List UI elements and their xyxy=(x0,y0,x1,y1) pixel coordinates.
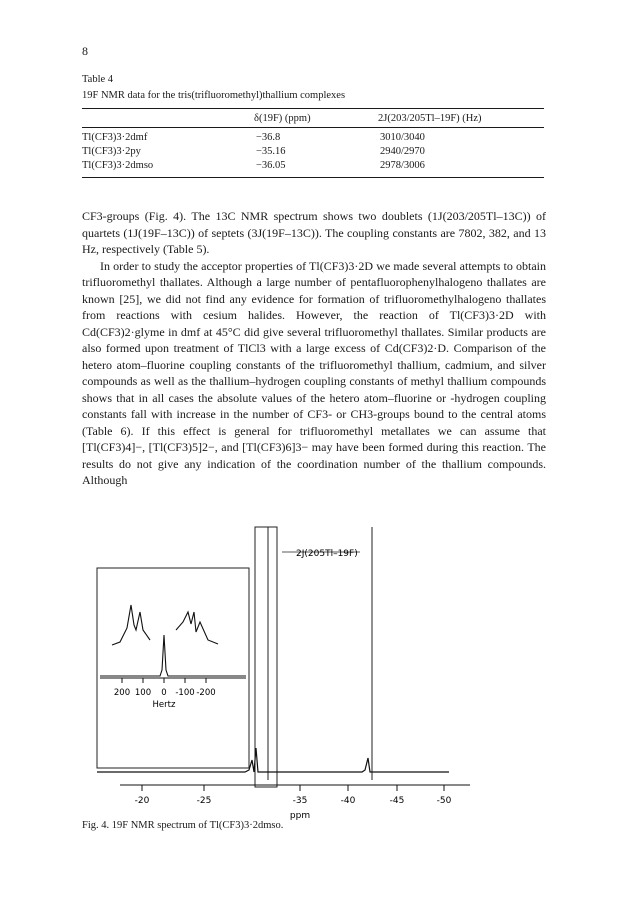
table-cell-shift: −35.16 xyxy=(256,146,286,157)
inset-frame xyxy=(97,568,249,768)
ppm-axis-label: ppm xyxy=(289,811,311,820)
table-header-shift: δ(19F) (ppm) xyxy=(254,113,311,124)
table-header-coupling: 2J(203/205Tl–19F) (Hz) xyxy=(378,113,482,124)
table-cell-shift: −36.05 xyxy=(256,160,286,171)
expanded-region-box xyxy=(255,527,277,787)
inset-tick-label: 0 xyxy=(161,688,167,698)
ppm-tick-label: -40 xyxy=(340,796,356,806)
nmr-spectrum-figure xyxy=(0,520,635,820)
inset-tick-label: -200 xyxy=(196,688,216,698)
figure-caption: Fig. 4. 19F NMR spectrum of Tl(CF3)3·2dmso. xyxy=(82,820,284,831)
ppm-tick-label: -45 xyxy=(389,796,405,806)
table-cell-coupling: 3010/3040 xyxy=(380,132,425,143)
table-title: 19F NMR data for the tris(trifluoromethyl)thallium complexes xyxy=(82,90,346,101)
page-number: 8 xyxy=(82,44,88,58)
inset-tick-label: -100 xyxy=(175,688,195,698)
ppm-tick-label: -50 xyxy=(436,796,452,806)
inset-spectrum xyxy=(97,568,249,768)
table-cell-compound: Tl(CF3)3·2py xyxy=(82,146,141,157)
inset-axis-label: Hertz xyxy=(152,700,176,710)
paragraph-2: In order to study the acceptor properties of Tl(CF3)3·2D we made several attempts to obtain trifluoromethyl thallates. Although a large number of pentafluorophenylhalogeno thallates are known [25], we did not find any evidence for formation of trifluoromethylhalogeno thallates from reactions with cesium halides. However, the reaction of Tl(CF3)3·2D with Cd(CF3)2·glyme in dmf at 45°C did give several trifluoromethyl thallates. Similar products are also formed upon treatment of TlCl3 with a large excess of Cd(CF3)2·D. Comparison of the hetero atom–fluorine coupling constants of the trifluoromethyl thallium, cadmium, and silver compounds as well as the thallium–hydrogen coupling constants of methyl thallium compounds shows that in all cases the absolute values of the hetero atom–fluorine or -hydrogen coupling constants fall with increase in the number of CF3- or CH3-groups bound to the central atoms (Table 6). If this effect is general for trifluoromethyl metallates we can assume that [Tl(CF3)4]−, [Tl(CF3)5]2−, and [Tl(CF3)6]3− may have been formed during this reaction. The results do not give any indication of the coordination number of the thallium compounds. Although xyxy=(82,258,546,487)
table-top-rule xyxy=(82,108,544,109)
coupling-label: 2J(205Tl–19F) xyxy=(296,549,358,559)
paragraph-1: CF3-groups (Fig. 4). The 13C NMR spectrum shows two doublets (1J(203/205Tl–13C)) of quartets (1J(19F–13C)) of septets (3J(19F–13C)). The coupling constants are 7802, 382, and 13 Hz, respectively (Table 5). xyxy=(82,209,546,256)
table-cell-coupling: 2940/2970 xyxy=(380,146,425,157)
table-cell-compound: Tl(CF3)3·2dmso xyxy=(82,160,154,171)
table-cell-coupling: 2978/3006 xyxy=(380,160,425,171)
inset-tick-label: 100 xyxy=(134,688,152,698)
table-cell-compound: Tl(CF3)3·2dmf xyxy=(82,132,148,143)
table-bottom-rule xyxy=(82,177,544,178)
inset-tick-label: 200 xyxy=(113,688,131,698)
table-header-rule xyxy=(82,127,544,128)
ppm-tick-label: -25 xyxy=(196,796,212,806)
ppm-tick-label: -35 xyxy=(292,796,308,806)
ppm-tick-label: -20 xyxy=(134,796,150,806)
table-cell-shift: −36.8 xyxy=(256,132,281,143)
table-label: Table 4 xyxy=(82,74,114,85)
body-text xyxy=(82,208,546,489)
